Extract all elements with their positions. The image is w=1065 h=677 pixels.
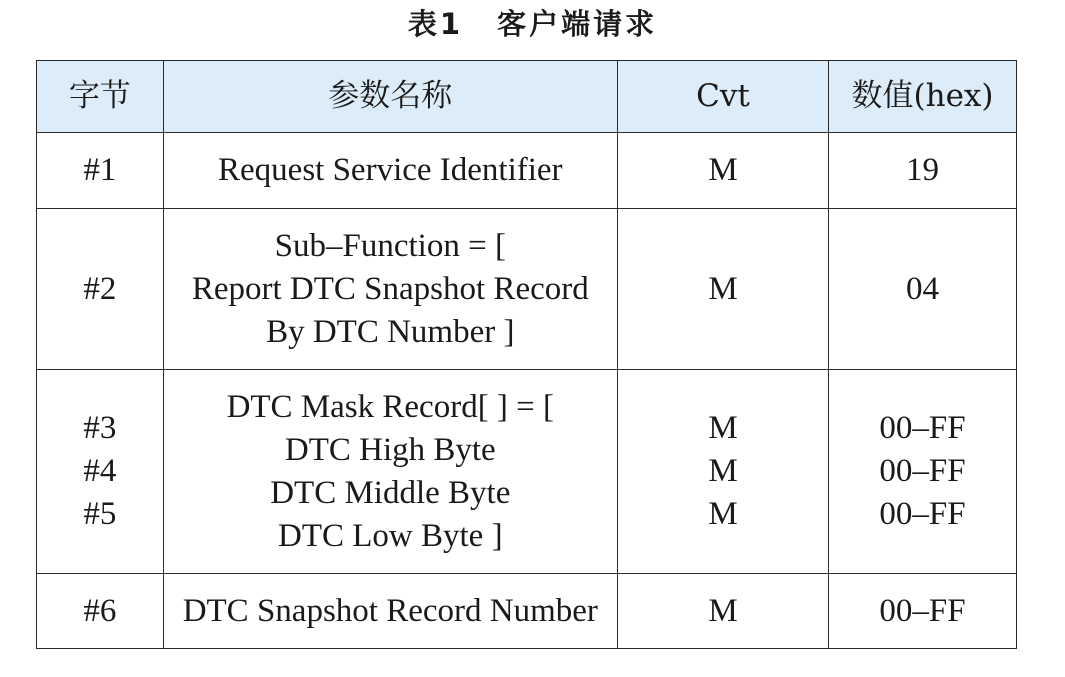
param-name-cell: [163, 209, 617, 370]
cvt-value: M: [708, 152, 738, 188]
byte-label: #1: [83, 152, 117, 188]
header-cvt: Cvt: [617, 61, 828, 133]
table-row: [37, 133, 1017, 209]
hex-value: 00–FF: [879, 410, 966, 446]
table-caption: [0, 2, 1065, 46]
param-name-line: Sub–Function = [: [274, 227, 506, 264]
byte-label: #4: [83, 453, 117, 489]
header-row: [37, 61, 1017, 133]
byte-cell: [37, 133, 164, 209]
cvt-cell: [617, 574, 828, 649]
byte-label: #2: [83, 270, 117, 307]
client-request-table: [36, 60, 1017, 649]
hex-value: 00–FF: [879, 496, 966, 532]
header-value-hex: 数值(hex): [829, 61, 1017, 133]
hex-value: 00–FF: [879, 592, 966, 629]
hex-value-cell: [829, 370, 1017, 574]
param-name-line: DTC Low Byte ]: [278, 517, 503, 554]
hex-value: 04: [906, 270, 939, 307]
param-name-line: By DTC Number ]: [266, 313, 515, 350]
cvt-value: M: [708, 453, 738, 489]
hex-value-cell: [829, 574, 1017, 649]
param-name-line: DTC Mask Record[ ] = [: [226, 388, 555, 425]
hex-value-cell: [829, 133, 1017, 209]
param-name-cell: [163, 574, 617, 649]
caption-title: 客户端请求: [497, 7, 658, 41]
param-name-cell: [163, 133, 617, 209]
byte-cell: [37, 574, 164, 649]
byte-label: #6: [83, 592, 117, 629]
param-name-line: DTC Middle Byte: [270, 474, 511, 511]
param-name-cell: [163, 370, 617, 574]
param-name-line: Report DTC Snapshot Record: [191, 270, 589, 307]
cvt-cell: [617, 370, 828, 574]
param-name: DTC Snapshot Record Number: [182, 592, 598, 629]
hex-value: 00–FF: [879, 453, 966, 489]
cvt-cell: [617, 209, 828, 370]
hex-value: 19: [906, 152, 939, 188]
table-row: [37, 370, 1017, 574]
table-row: [37, 209, 1017, 370]
cvt-cell: [617, 133, 828, 209]
header-param-name: 参数名称: [163, 61, 617, 133]
cvt-value: M: [708, 270, 738, 307]
hex-value-cell: [829, 209, 1017, 370]
header-byte: 字节: [37, 61, 164, 133]
cvt-value: M: [708, 496, 738, 532]
cvt-value: M: [708, 592, 738, 629]
param-name: Request Service Identifier: [218, 152, 563, 188]
cvt-value: M: [708, 410, 738, 446]
byte-label: #5: [83, 496, 117, 532]
byte-cell: [37, 209, 164, 370]
byte-label: #3: [83, 410, 117, 446]
byte-cell: [37, 370, 164, 574]
caption-number: 表1: [407, 7, 464, 41]
param-name-line: DTC High Byte: [284, 431, 496, 468]
table-row: [37, 574, 1017, 649]
